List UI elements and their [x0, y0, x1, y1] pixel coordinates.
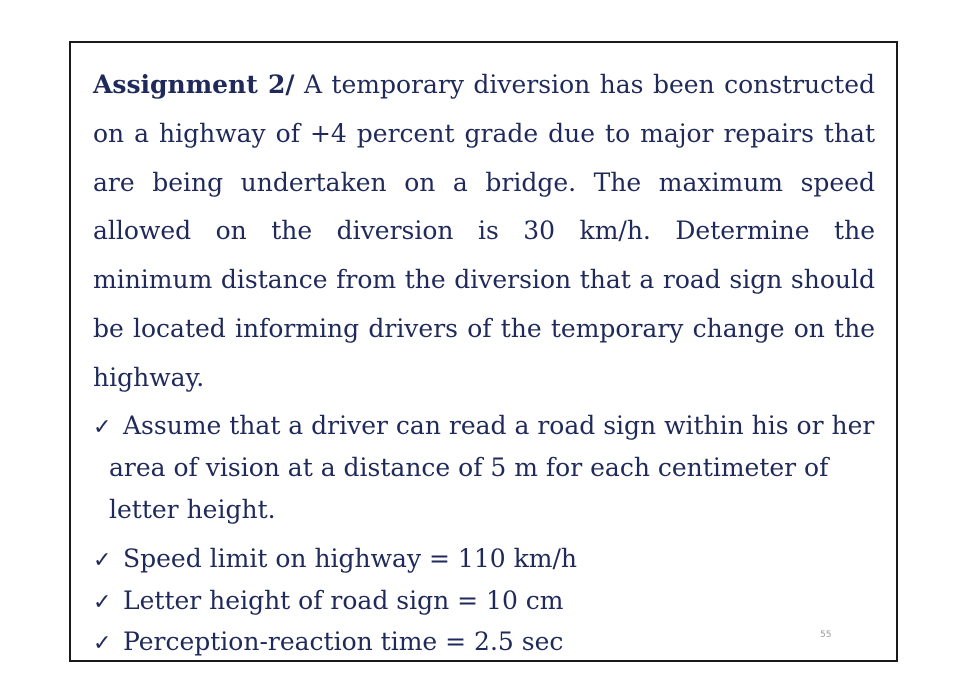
- bullet-continuation: area of vision at a distance of 5 m for each centimeter of: [109, 453, 829, 482]
- assignment-text-1: A temporary diversion has been constructed: [303, 70, 875, 99]
- assignment-heading: Assignment 2/: [93, 70, 295, 99]
- checkmark-icon: ✓: [93, 415, 112, 440]
- assignment-line-4: allowed on the diversion is 30 km/h. Determine the: [93, 216, 875, 245]
- bullet-text: Letter height of road sign = 10 cm: [123, 586, 564, 615]
- bullet-text: Perception-reaction time = 2.5 sec: [123, 627, 564, 656]
- assignment-line-7: highway.: [93, 363, 205, 392]
- bullet-item-speed-limit: [93, 538, 577, 582]
- checkmark-icon: ✓: [93, 631, 112, 656]
- bullet-item-letter-height: [93, 580, 564, 624]
- assignment-line-3: are being undertaken on a bridge. The maximum speed: [93, 168, 875, 197]
- assignment-line-2: on a highway of +4 percent grade due to major repairs that: [93, 119, 875, 148]
- assignment-line-1: [93, 60, 875, 109]
- bullet-item-assumption: [93, 405, 874, 449]
- bullet-item-perception-reaction: [93, 621, 563, 665]
- bullet-continuation: letter height.: [109, 495, 276, 524]
- checkmark-icon: ✓: [93, 548, 112, 573]
- assignment-line-6: be located informing drivers of the temporary change on the: [93, 314, 875, 343]
- assignment-line-5: minimum distance from the diversion that a road sign should: [93, 265, 875, 294]
- page-number: 55: [820, 630, 832, 640]
- bullet-text: Assume that a driver can read a road sign within his or her: [123, 411, 875, 440]
- checkmark-icon: ✓: [93, 590, 112, 615]
- bullet-text: Speed limit on highway = 110 km/h: [123, 544, 577, 573]
